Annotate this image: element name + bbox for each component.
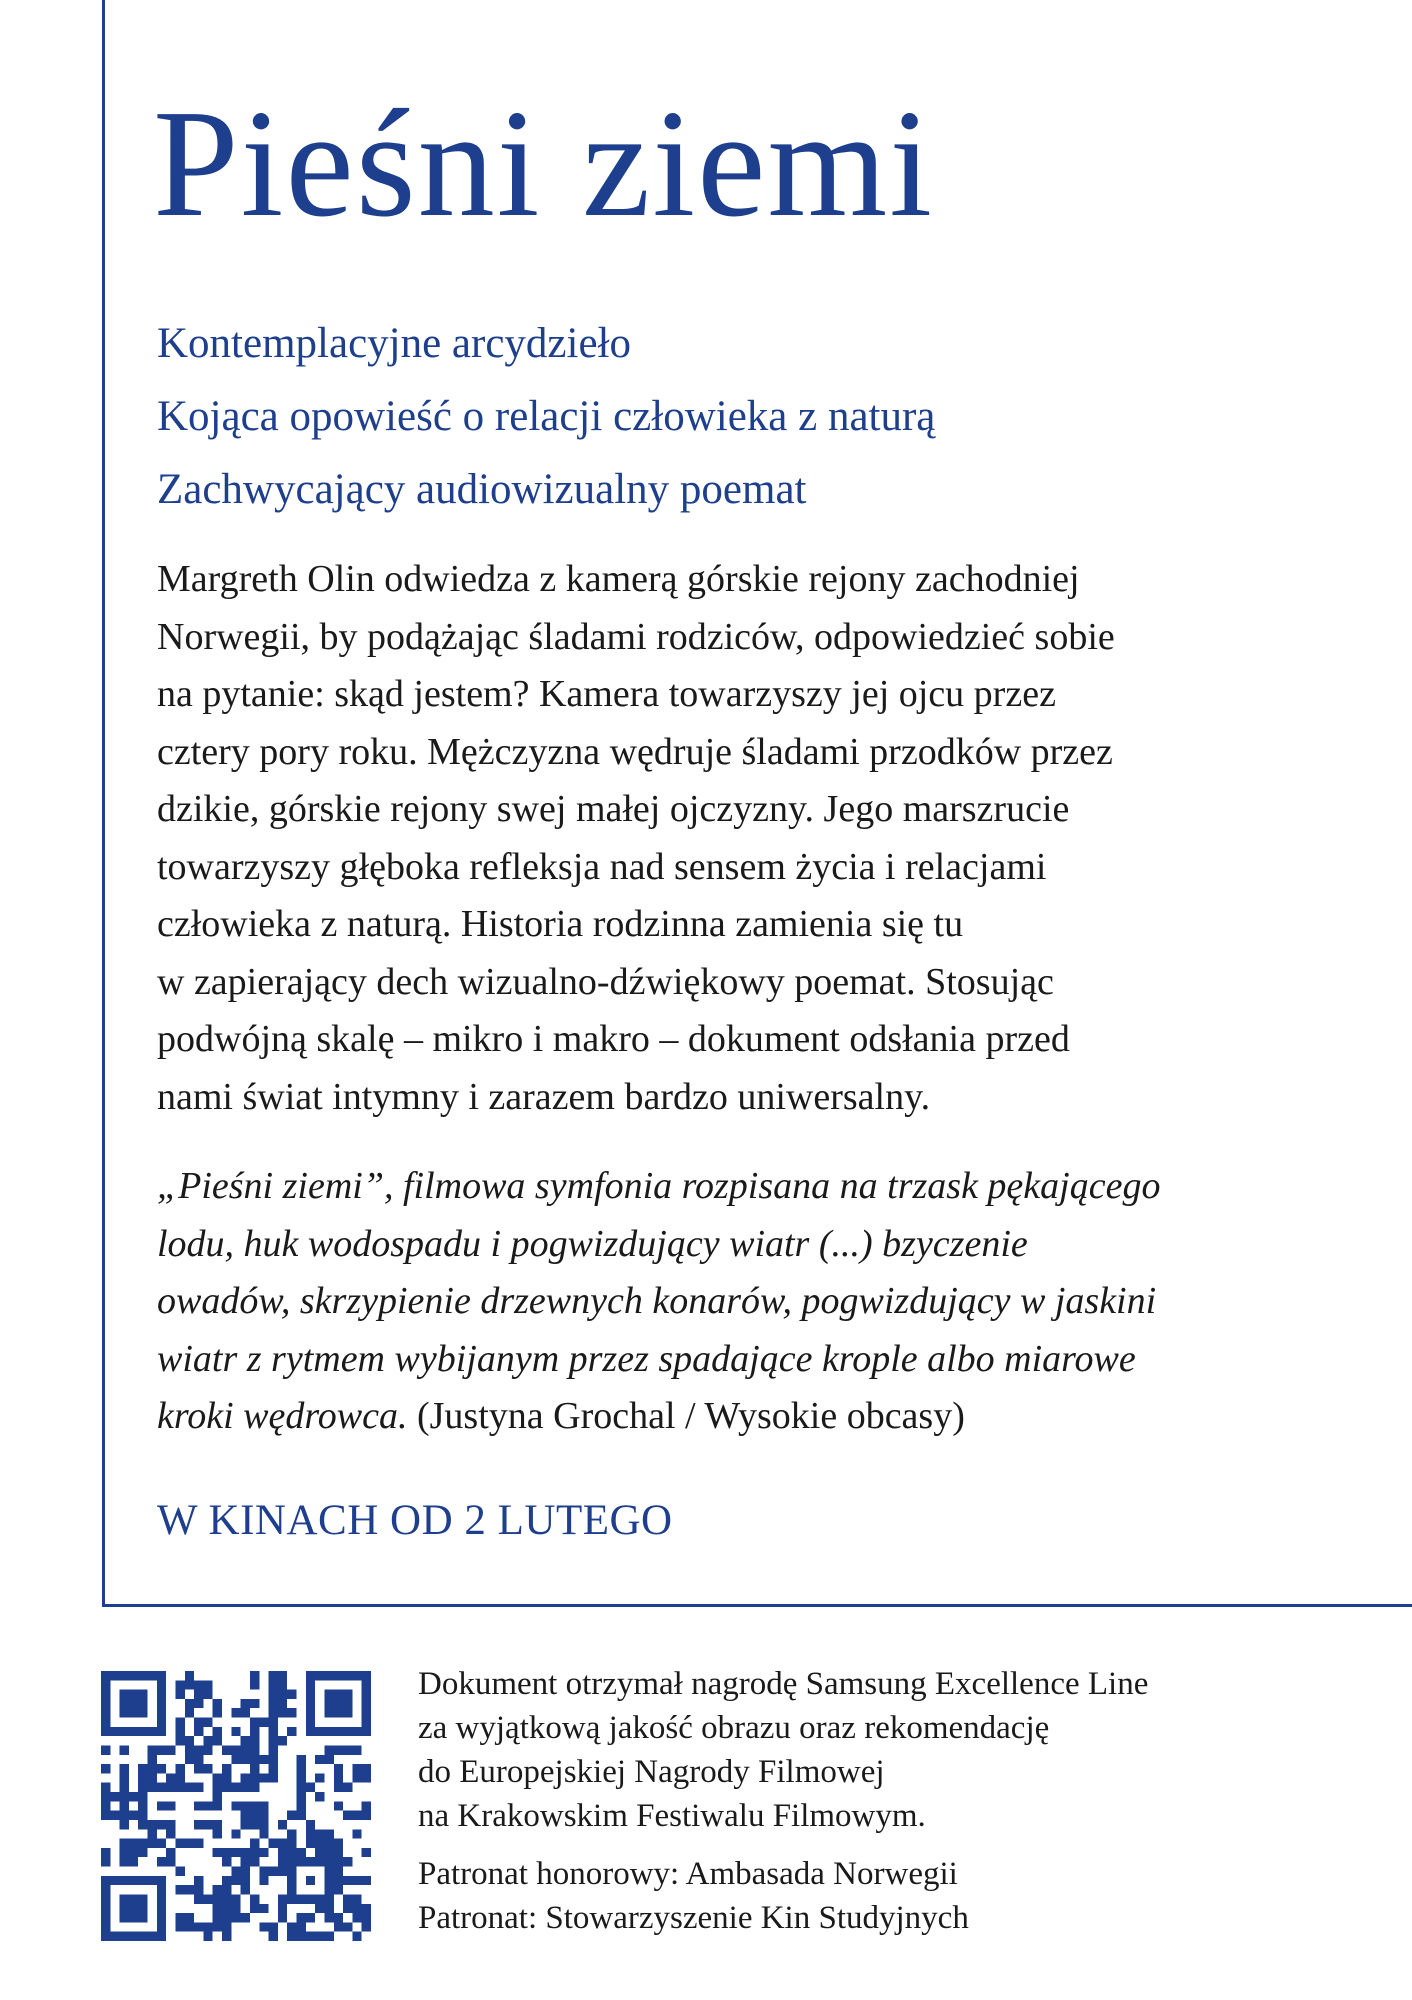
quote-source: (Justyna Grochal / Wysokie obcasy) [407,1395,965,1437]
quote-line: owadów, skrzypienie drzewnych konarów, pogwizdujący w jaskini [157,1280,1157,1322]
patronage-line: Patronat honorowy: Ambasada Norwegii [418,1856,958,1892]
tagline: Zachwycający audiowizualny poemat [157,466,807,513]
description-line: nami świat intymny i zarazem bardzo uniwersalny. [157,1075,931,1118]
page-title: Pieśni ziemi [153,79,935,249]
description-line: Norwegii, by podążając śladami rodziców, odpowiedzieć sobie [157,615,1115,658]
award-line: Dokument otrzymał nagrodę Samsung Excellence Line [418,1666,1149,1702]
description-line: cztery pory roku. Mężczyzna wędruje śladami przodków przez [157,730,1113,773]
release-date: W KINACH OD 2 LUTEGO [157,1497,673,1544]
taglines [157,307,935,526]
description-line: podwójną skalę – mikro i makro – dokument odsłania przed [157,1018,1070,1060]
press-quote [157,1158,1337,1446]
description-line: dzikie, górskie rejony swej małej ojczyzny. Jego marszrucie [157,788,1070,830]
award-info [418,1662,1148,1940]
quote-line: lodu, huk wodospadu i pogwizdujący wiatr (...) bzyczenie [157,1222,1028,1265]
description-line: Margreth Olin odwiedza z kamerą górskie rejony zachodniej [157,558,1080,600]
description-line: na pytanie: skąd jestem? Kamera towarzyszy jej ojcu przez [157,673,1056,715]
qr-code[interactable] [101,1671,371,1941]
tagline: Kontemplacyjne arcydzieło [157,320,631,367]
tagline: Kojąca opowieść o relacji człowieka z naturą [157,393,936,440]
patronage [418,1852,1148,1940]
quote-line: wiatr z rytmem wybijanym przez spadające krople albo miarowe [157,1337,1136,1380]
quote-last-line [157,1388,1337,1446]
description-line: towarzyszy głęboka refleksja nad sensem życia i relacjami [157,845,1047,888]
quote-line: kroki wędrowca. [157,1395,408,1437]
award-line: na Krakowskim Festiwalu Filmowym. [418,1798,926,1834]
quote-line: „Pieśni ziemi”, filmowa symfonia rozpisana na trzask pękającego [157,1165,1161,1207]
description-line: człowieka z naturą. Historia rodzinna zamienia się tu [157,903,964,945]
award-line: za wyjątkową jakość obrazu oraz rekomendację [418,1710,1050,1746]
film-description [157,551,1317,1126]
award-line: do Europejskiej Nagrody Filmowej [418,1754,885,1790]
patronage-line: Patronat: Stowarzyszenie Kin Studyjnych [418,1900,969,1936]
description-line: w zapierający dech wizualno-dźwiękowy poemat. Stosując [157,960,1054,1003]
